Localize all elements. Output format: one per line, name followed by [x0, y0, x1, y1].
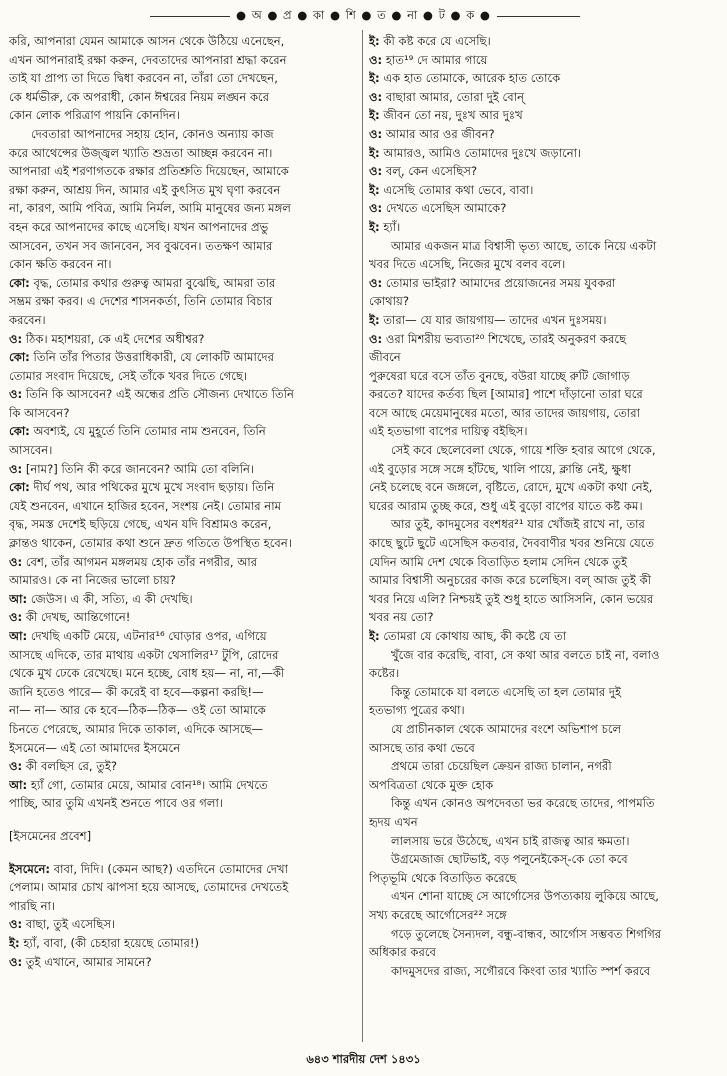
text-line: [369, 32, 718, 51]
text-line: [9, 181, 358, 200]
line-text: দেবতারা আপনাদের সহায় হোন, কোনও অন্যায় কাজ: [31, 126, 274, 141]
line-text: হ্যাঁ গো, তোমার মেয়ে, আমার বোন¹⁸। আমি দেখতে: [27, 777, 268, 792]
line-text: ইসমেনে— এই তো আমাদের ইসমেনে: [9, 740, 181, 755]
line-text: থেকে মুখ ঢেকে রেখেছে। মনে হচ্ছে, বোধ হয়— না, না,—কী: [9, 666, 285, 681]
text-line: [369, 739, 718, 758]
line-text: না, কারণ, আমি পবিত্র, আমি নির্মল, আমি মানুষের জন্য মঙ্গল: [9, 201, 291, 216]
text-line: [9, 348, 358, 367]
line-text: যেই শুনবেন, এখানে হাজির হবেন, সংশয় নেই। তোমার নাম: [9, 498, 282, 513]
line-text: অধিকার করবে: [369, 945, 436, 960]
text-line: [9, 683, 358, 702]
text-line: [9, 32, 358, 51]
speaker-label: ই:: [369, 108, 380, 123]
line-text: না— না— আর কে হবে—ঠিক—ঠিক— ওই তো আমাকে: [9, 703, 266, 718]
line-text: অপবিত্রতা থেকে মুক্ত হোক: [369, 777, 494, 792]
text-line: [9, 460, 358, 479]
line-text: জেউস। এ কী, সত্যি, এ কী দেখছি।: [27, 591, 193, 606]
text-line: [9, 274, 358, 293]
line-text: তুই এখানে, আমার সামনে?: [22, 954, 152, 969]
text-line: [9, 915, 358, 934]
text-line: [369, 608, 718, 627]
text-line: [9, 162, 358, 181]
line-text: বাছারা আমার, তোরা দুই বোন্‌: [382, 89, 524, 104]
line-text: আসছে এদিকে, তার মাথায় একটা থেসালির¹⁷ টুপি, রোদের: [9, 647, 279, 662]
line-text: খবর নিয়ে এলি? নিশ্চয়ই তুই শুধু হাতে আসিসনি, কোন ভয়ের: [369, 591, 654, 606]
line-text: ঘরের আরাম তুচ্ছ করে, শুধু এই বুড়ো বাপের যাতে কষ্ট কম।: [369, 498, 643, 513]
text-line: [369, 571, 718, 590]
line-text: খুঁজে বার করেছি, বাবা, সে কথা আর বলতে চাই না, বলাও: [391, 647, 660, 662]
speaker-label: কো:: [9, 424, 30, 439]
text-line: [369, 794, 718, 813]
line-text: জানি হতেও পারে— কী করেই বা হবে—কল্পনা করছি!—: [9, 684, 264, 699]
speaker-label: ই:: [369, 219, 380, 234]
speaker-label: ও:: [369, 52, 383, 67]
line-text: ঠিক। মহাশয়রা, কে এই দেশের অধীশ্বর?: [22, 331, 205, 346]
text-line: [369, 199, 718, 218]
line-text: সেই কবে ছেলেবেলা থেকে, গায়ে শক্তি হবার আগে থেকে,: [391, 443, 656, 458]
text-line: [369, 460, 718, 479]
text-line: [369, 88, 718, 107]
line-text: জীবন তো নয়, দুঃখ আর দুঃখ: [379, 108, 523, 123]
line-text: আসবেন।: [9, 443, 53, 458]
line-text: পাচ্ছি, আর তুমি এখনই শুনতে পাবে ওর গলা।: [9, 796, 224, 811]
text-line: [369, 757, 718, 776]
text-line: [9, 441, 358, 460]
line-text: বেশ, তাঁর আগমন মঙ্গলময় হোক তাঁর নগরীর, আর: [22, 554, 258, 569]
text-line: [369, 162, 718, 181]
line-text: হ্যাঁ, বাবা, (কী চেহারা হয়েছে তোমার!): [19, 935, 200, 950]
line-text: কী বলছিস রে, তুই?: [22, 759, 118, 774]
line-text: নেই চলেছে বনে জঙ্গলে, বৃষ্টিতে, রোদে, মুখে একটা কথা নেই,: [369, 480, 653, 495]
text-line: [369, 925, 718, 944]
speaker-label: ও:: [9, 387, 23, 402]
line-text: কে ধর্মভীরু, কে অপরাধী, কোন ঈশ্বরের নিয়ম লঙ্ঘন করে: [9, 89, 270, 104]
line-text: করবেন।: [9, 312, 46, 327]
line-text: এক হাত তোমাকে, আরেক হাত তোকে: [379, 71, 561, 86]
text-line: [369, 590, 718, 609]
text-line: [369, 646, 718, 665]
text-line: [369, 534, 718, 553]
text-line: [9, 199, 358, 218]
line-text: করে আথেন্সের উজ্জ্বল খ্যাতি শুভ্রতা আচ্ছন্ন করবেন না।: [9, 145, 273, 160]
line-text: উগ্রমেজাজ ছোটভাই, বড় পলুনেইকেস্‌-কে তো কবে: [391, 852, 628, 867]
text-line: [369, 553, 718, 572]
line-text: কোন ক্ষতি করবেন না।: [9, 257, 112, 272]
line-text: কি আসবেন?: [9, 405, 70, 420]
text-line: [369, 237, 718, 256]
text-line: [9, 515, 358, 534]
text-line: [9, 701, 358, 720]
paragraph-gap: [9, 846, 358, 860]
text-line: [369, 720, 718, 739]
line-text: আপনারা এই শরণাগতকে রক্ষার প্রতিশ্রুতি দিয়েছেন, আমাকে: [9, 164, 289, 179]
line-text: তিনি কি আসবেন? এই অন্ধের প্রতি সৌজন্য দেখাতে তিনি: [22, 387, 294, 402]
text-line: [369, 515, 718, 534]
text-line: [369, 869, 718, 888]
line-text: হৃদয় এখন: [369, 814, 418, 829]
line-text: এসেছি তোমার কথা ভেবে, বাবা।: [379, 182, 534, 197]
text-line: [9, 534, 358, 553]
text-line: [9, 125, 358, 144]
text-line: [369, 813, 718, 832]
line-text: কাছে ছুটে ছুটে এসেছিস কতবার, দৈববাণীর খবর শুনিয়ে যেতে: [369, 536, 655, 551]
speaker-label: ই:: [369, 312, 380, 327]
text-line: [9, 51, 358, 70]
text-line: [9, 404, 358, 423]
line-text: পেলাম। আমার চোখ ঝাপসা হয়ে আসছে, তোমাদের দেখতেই: [9, 880, 289, 895]
line-text: বৃদ্ধ, সমস্ত দেশেই ছড়িয়ে গেছে, এখন যদি বিশ্রামও করেন,: [9, 517, 272, 532]
line-text: আর তুই, কাদমুসের বংশধর²¹ যার খোঁজই রাখে না, তার: [391, 517, 645, 532]
line-text: তোমার ভাইরা? আমাদের প্রয়োজনের সময় যুবকরা: [382, 275, 616, 290]
text-line: [369, 776, 718, 795]
line-text: খবর দিতে এসেছি, নিজের মুখে বলব বলে।: [369, 257, 566, 272]
line-text: ক্লান্তও থাকেন, তোমার কথা শুনে দ্রুত গতিতে উপস্থিত হবেন।: [9, 536, 292, 551]
text-line: [369, 422, 718, 441]
text-line: [9, 367, 358, 386]
line-text: আমার বিশ্বাসী অনুচরের কাজ করে চলেছিস। বল্‌ আজ তুই কী: [369, 573, 652, 588]
speaker-label: ই:: [369, 71, 380, 86]
line-text: কী দেখছ, আন্তিগোনে!: [22, 610, 131, 625]
text-line: [369, 478, 718, 497]
line-text: বসে আছে মেয়েমানুষের মতো, আর তাদের জায়গায়, তোরা: [369, 405, 641, 420]
text-line: [9, 292, 358, 311]
text-line: [9, 88, 358, 107]
line-text: আমার আর ওর জীবন?: [382, 126, 495, 141]
text-line: [9, 571, 358, 590]
text-line: [369, 255, 718, 274]
page-footer: ৬৪৩ শারদীয় দেশ ১৪৩১: [306, 1052, 421, 1066]
line-text: [নাম?] তিনি কী করে জানবেন? আমি তো বলিনি।: [22, 461, 255, 476]
text-line: [9, 860, 358, 879]
text-line: [369, 664, 718, 683]
text-line: [369, 497, 718, 516]
speaker-label: ইসমেনে:: [9, 861, 51, 876]
text-line: [9, 720, 358, 739]
text-line: [369, 367, 718, 386]
speaker-label: ও:: [9, 331, 23, 346]
speaker-label: ও:: [9, 917, 23, 932]
line-text: বাছা, তুই এসেছিস।: [22, 917, 116, 932]
speaker-label: ই:: [9, 935, 20, 950]
line-text: [ইসমেনের প্রবেশ]: [9, 828, 92, 843]
text-line: [9, 739, 358, 758]
text-line: [369, 887, 718, 906]
left-column: [9, 32, 358, 1042]
line-text: কোন লোক পরিত্রাণ পায়নি কোনদিন।: [9, 108, 180, 123]
line-text: কোথায়?: [369, 294, 410, 309]
text-line: [369, 144, 718, 163]
speaker-label: ও:: [9, 954, 23, 969]
line-text: যেদিন আমি দেশ থেকে বিতাড়িত হলাম সেদিন থেকে তুই: [369, 554, 628, 569]
speaker-label: কো:: [9, 350, 30, 365]
line-text: আসছে তার কথা ভেবে: [369, 740, 475, 755]
text-line: [9, 553, 358, 572]
text-line: [369, 348, 718, 367]
line-text: দেখতে এসেছিস আমাকে?: [382, 201, 507, 216]
speaker-label: ও:: [369, 164, 383, 179]
text-line: [369, 850, 718, 869]
speaker-label: আ:: [9, 629, 28, 643]
line-text: বৃদ্ধ, তোমার কথার গুরুত্ব আমরা বুঝেছি, আমরা তার: [29, 275, 276, 290]
text-line: [9, 497, 358, 516]
line-text: আমার একজন মাত্র বিশ্বাসী ভৃত্য আছে, তাকে নিয়ে একটা: [391, 238, 657, 253]
text-line: [9, 478, 358, 497]
line-text: দীর্ঘ পথ, আর পথিকের মুখে মুখে সংবাদ ছড়ায়। তিনি: [29, 480, 275, 495]
running-header: [0, 5, 727, 27]
text-line: [9, 311, 358, 330]
line-text: করতে? যাদের কর্তব্য ছিল [আমার] পাশে দাঁড়ানো তারা ঘরে: [369, 387, 643, 402]
text-line: [9, 218, 358, 237]
text-line: [369, 832, 718, 851]
speaker-label: ই:: [369, 182, 380, 197]
text-line: [369, 218, 718, 237]
line-text: হ্যাঁ।: [379, 219, 401, 234]
text-line: [369, 906, 718, 925]
line-text: তোমরা যে কোথায় আছ, কী কষ্টে যে তা: [379, 629, 567, 643]
text-line: [369, 330, 718, 349]
line-text: খবর নয় তো?: [369, 610, 434, 625]
speaker-label: ও:: [369, 126, 383, 141]
speaker-label: কো:: [9, 480, 30, 495]
speaker-label: ই:: [369, 629, 380, 643]
line-text: বল্‌, কেন এসেছিস?: [382, 164, 478, 179]
text-line: [369, 441, 718, 460]
line-text: আমারও, আমিও তোমাদের দুঃখে জড়ানো।: [379, 145, 582, 160]
line-text: চিনতে পেরেছে, আমার দিকে তাকাল, এদিকে আসছে—: [9, 721, 264, 736]
text-line: [9, 953, 358, 972]
line-text: বাবা, দিদি। (কেমন আছ?) এতদিনে তোমাদের দেখা: [50, 861, 288, 876]
line-text: কিন্তু তোমাকে যা বলতে এসেছি তা হল তোমার দুই: [391, 684, 622, 699]
line-text: হাত¹⁹ দে আমার গায়ে: [382, 52, 488, 67]
line-text: সম্ভ্রম রক্ষা করব। এ দেশের শাসনকর্তা, তিনি তোমার বিচার: [9, 294, 273, 309]
speaker-label: ও:: [369, 331, 383, 346]
text-line: [9, 934, 358, 953]
line-text: গড়ে তুলেছে সৈন্যদল, বন্ধু-বান্ধব, আর্গোস সম্ভবত শিগগির: [391, 926, 662, 941]
text-line: [9, 330, 358, 349]
text-line: [9, 757, 358, 776]
text-line: [369, 51, 718, 70]
text-line: [9, 664, 358, 683]
text-line: [9, 237, 358, 256]
line-text: জীবনে: [369, 350, 401, 365]
text-line: [9, 878, 358, 897]
speaker-label: ও:: [9, 759, 23, 774]
line-text: প্রথমে তারা চেয়েছিল ক্রেয়ন রাজ্য চালান, নগরী: [391, 759, 612, 774]
text-line: [369, 627, 718, 646]
text-line: [9, 385, 358, 404]
line-text: বহন করে আপনাদের কাছে এসেছি। যখন আপনাদের প্রভু: [9, 219, 269, 234]
text-line: [369, 683, 718, 702]
text-line: [369, 385, 718, 404]
line-text: কী কষ্ট করে যে এসেছি।: [379, 34, 491, 48]
text-line: [9, 422, 358, 441]
text-line: [9, 627, 358, 646]
speaker-label: আ:: [9, 591, 28, 606]
line-text: পিতৃভূমি থেকে বিতাড়িত করেছে: [369, 870, 517, 885]
text-line: [369, 701, 718, 720]
line-text: দেখছি একটি মেয়ে, এটনার¹⁶ ঘোড়ার ওপর, এগিয়ে: [27, 629, 267, 643]
text-line: [9, 255, 358, 274]
text-line: [369, 106, 718, 125]
text-line: [9, 608, 358, 627]
text-line: [9, 827, 358, 846]
line-text: সখ্য করেছে আর্গোসের²² সঙ্গে: [369, 907, 507, 922]
text-line: [369, 311, 718, 330]
text-line: [369, 69, 718, 88]
line-text: কষ্টের।: [369, 666, 400, 681]
speaker-label: ও:: [369, 89, 383, 104]
text-line: [369, 125, 718, 144]
right-column: [369, 32, 718, 1042]
line-text: তিনি তাঁর পিতার উত্তরাধিকারী, যে লোকটি আমাদের: [29, 350, 274, 365]
line-text: কিন্তু এখন কোনও অপদেবতা ভর করেছে তাদের, পাপমতি: [391, 796, 655, 811]
text-line: [369, 292, 718, 311]
speaker-label: ও:: [9, 461, 23, 476]
paragraph-gap: [9, 813, 358, 827]
speaker-label: ও:: [369, 201, 383, 216]
line-text: লালসায় ভরে উঠেছে, এখন চাই রাজত্ব আর ক্ষমতা।: [391, 833, 630, 848]
speaker-label: কো:: [9, 275, 30, 290]
line-text: অবশ্যই, যে মুহূর্তে তিনি তোমার নাম শুনবেন, তিনি: [29, 424, 266, 439]
text-line: [9, 646, 358, 665]
line-text: তাই যা প্রাপ্য তা দিতে দ্বিধা করবেন না, তাঁরা তো দেখছেন,: [9, 71, 278, 86]
line-text: হতভাগ্য পুত্রের কথা।: [369, 703, 465, 718]
column-divider: [362, 30, 363, 1042]
speaker-label: ই:: [369, 145, 380, 160]
speaker-label: ও:: [9, 610, 23, 625]
line-text: ওরা মিশরীয় ভব্যতা²⁰ শিখেছে, তারই অনুকরণ করছে: [382, 331, 627, 346]
speaker-label: আ:: [9, 777, 28, 792]
speaker-label: ও:: [9, 554, 23, 569]
line-text: এই বুড়োর সঙ্গে সঙ্গে হাঁটছে, খালি পায়ে, ক্লান্তি নেই, ক্ষুধা: [369, 461, 631, 476]
line-text: এখন শোনা যাচ্ছে সে আর্গোসের উপত্যকায় লুকিয়ে আছে,: [391, 889, 659, 904]
line-text: তারা— যে যার জায়গায়— তাদের এখন দুঃসময়।: [379, 312, 607, 327]
line-text: রক্ষা করুন, আশ্রয় দিন, আমার এই কুৎসিত মুখ ঘৃণা করবেন: [9, 182, 281, 197]
line-text: যে প্রাচীনকাল থেকে আমাদের বংশে অভিশাপ চলে: [391, 721, 622, 736]
line-text: আমারও। কে না নিজের ভালো চায়?: [9, 573, 176, 588]
text-line: [369, 962, 718, 981]
header-title: ● অ ● প্র ● কা ● শি ● ত ● না ● ট ● ক ●: [230, 7, 497, 26]
text-line: [9, 144, 358, 163]
text-line: [9, 106, 358, 125]
speaker-label: ই:: [369, 34, 380, 48]
line-text: তোমার সংবাদ দিয়েছে, সেই তাঁকে খবর দিতে গেছে।: [9, 368, 248, 383]
text-line: [9, 590, 358, 609]
line-text: পুরুষেরা ঘরে বসে তাঁত বুনছে, বউরা যাচ্ছে রুটি জোগাড়: [369, 368, 630, 383]
text-line: [369, 943, 718, 962]
line-text: এখন আপনারাই রক্ষা করুন, দেবতাদের আপনারা শ্রদ্ধা করেন: [9, 52, 287, 67]
text-line: [369, 181, 718, 200]
text-line: [9, 897, 358, 916]
line-text: পারছি না।: [9, 898, 56, 913]
text-line: [369, 274, 718, 293]
speaker-label: ও:: [369, 275, 383, 290]
line-text: আসবেন, তখন সব জানবেন, সব বুঝবেন। ততক্ষণ আমার: [9, 238, 273, 253]
line-text: এই হতভাগা বাপের দায়িত্ব বইছিস।: [369, 424, 528, 439]
line-text: কাদমুসদের রাজ্য, সগৌরবে কিংবা তার খ্যাতি স্পর্শ করবে: [391, 963, 651, 978]
text-line: [9, 69, 358, 88]
text-line: [9, 794, 358, 813]
line-text: করি, আপনারা যেমন আমাকে আসন থেকে উঠিয়ে এনেছেন,: [9, 34, 285, 48]
text-line: [9, 776, 358, 795]
text-line: [369, 404, 718, 423]
